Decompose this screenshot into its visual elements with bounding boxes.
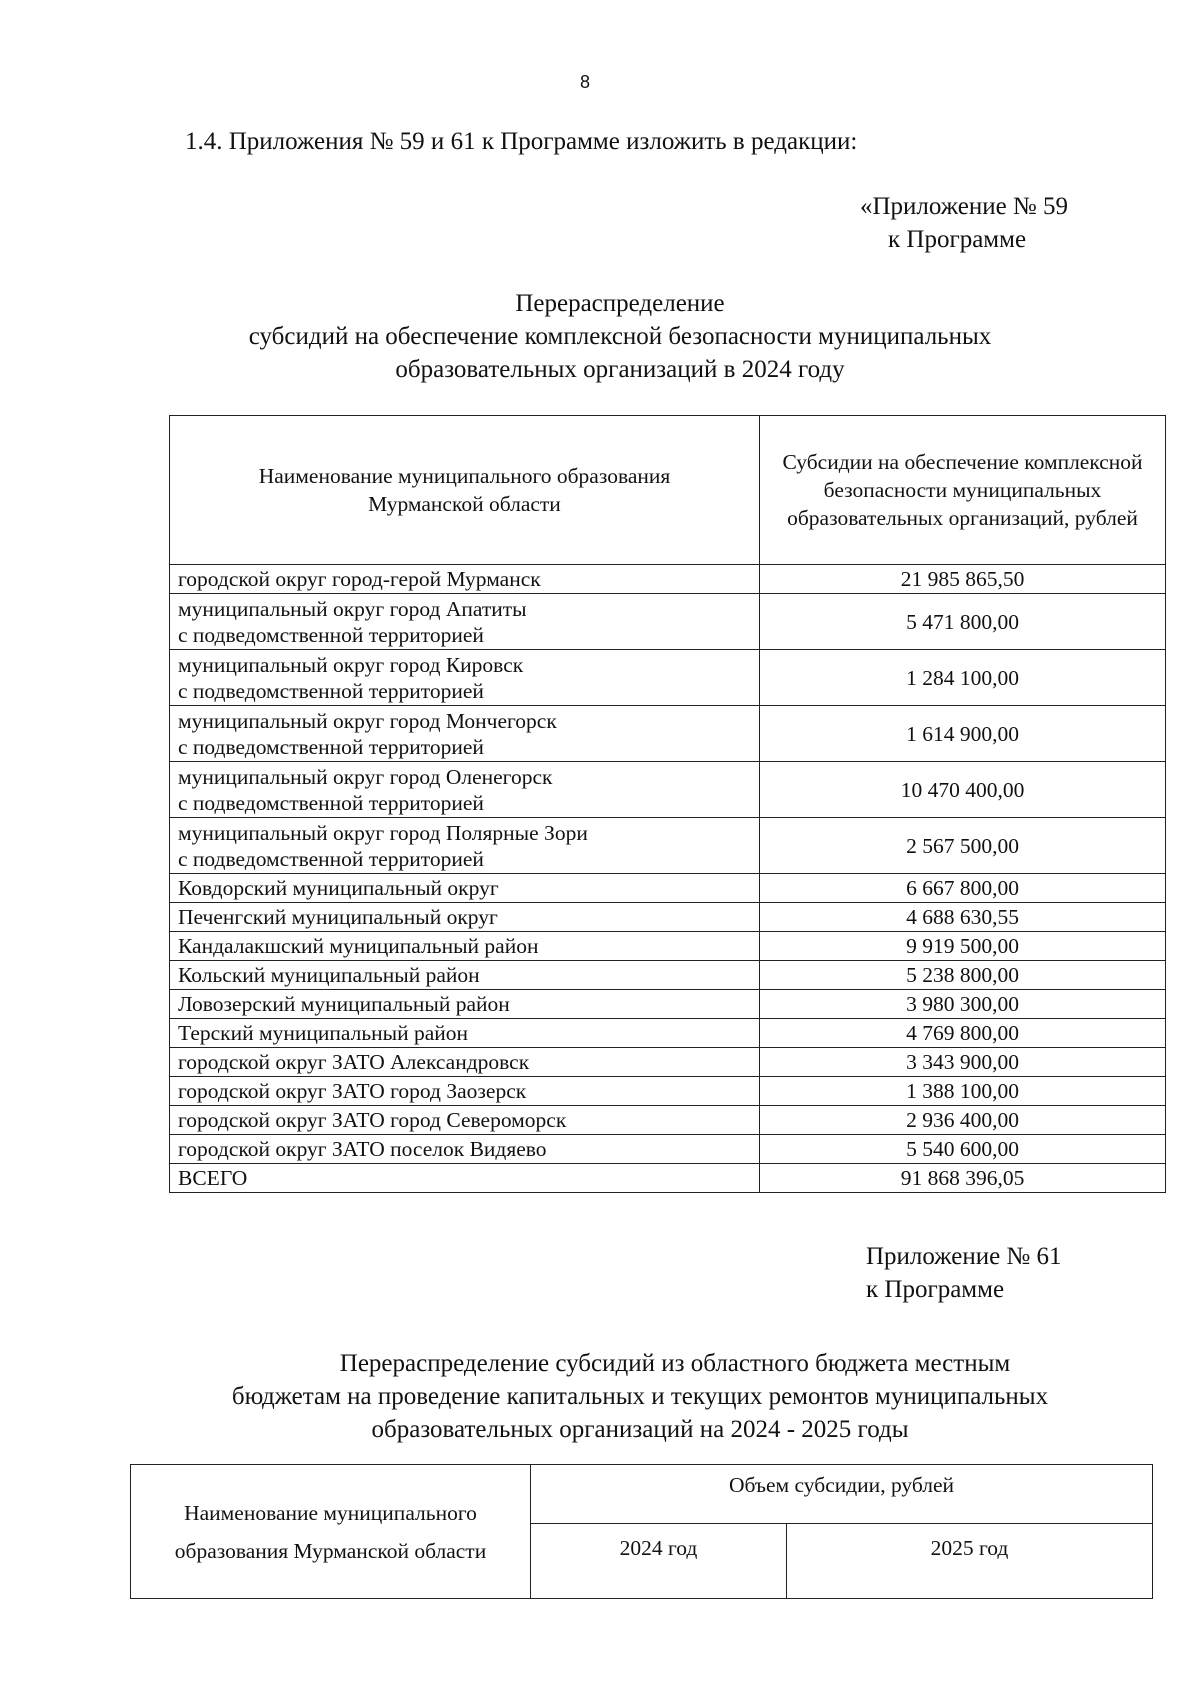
appendix-61-line2: к Программе — [866, 1276, 1005, 1303]
subsidy-value-cell: 2 936 400,00 — [760, 1106, 1166, 1135]
municipality-name-cell — [170, 874, 760, 903]
subsidy-table-61 — [130, 1464, 1153, 1599]
header-subsidy-volume: Объем субсидии, рублей — [531, 1465, 1153, 1524]
appendix-59-line1: «Приложение № 59 — [860, 193, 1069, 220]
subsidy-value-cell: 10 470 400,00 — [760, 762, 1166, 818]
subsidy-value-cell: 6 667 800,00 — [760, 874, 1166, 903]
appendix-59-line2: к Программе — [888, 226, 1027, 253]
municipality-name-line2: с подведомственной территорией — [178, 622, 484, 647]
municipality-name-line1: Терский муниципальный район — [178, 1021, 469, 1045]
table-row — [170, 1106, 1166, 1135]
municipality-name-line1: городской округ ЗАТО город Заозерск — [178, 1079, 527, 1103]
municipality-name-line2: с подведомственной территорией — [178, 846, 484, 871]
subsidy-value-cell: 91 868 396,05 — [760, 1164, 1166, 1193]
municipality-name-line1: Кандалакшский муниципальный район — [178, 934, 539, 958]
appendix-61-heading — [866, 1240, 1062, 1306]
intro-paragraph: 1.4. Приложения № 59 и 61 к Программе изложить в редакции: — [185, 128, 858, 155]
table-row — [170, 706, 1166, 762]
table-59-body — [170, 565, 1166, 1193]
municipality-name-cell — [170, 762, 760, 818]
title-61-line3: образовательных организаций на 2024 - 2025 годы — [371, 1416, 909, 1443]
table-row — [170, 874, 1166, 903]
municipality-name-line1: муниципальный округ город Оленегорск — [178, 764, 553, 789]
header-year-2024: 2024 год — [531, 1524, 787, 1599]
subsidy-value-cell: 5 471 800,00 — [760, 594, 1166, 650]
municipality-name-line1: муниципальный округ город Кировск — [178, 652, 524, 677]
subsidy-value-cell: 3 980 300,00 — [760, 990, 1166, 1019]
subsidy-value-cell: 9 919 500,00 — [760, 932, 1166, 961]
subsidy-value-cell: 1 614 900,00 — [760, 706, 1166, 762]
subsidy-value-cell: 4 688 630,55 — [760, 903, 1166, 932]
header-year-2025: 2025 год — [787, 1524, 1153, 1599]
page-number: 8 — [580, 72, 591, 92]
municipality-name-cell — [170, 1135, 760, 1164]
title-59-line1: Перераспределение — [515, 290, 725, 317]
table-row — [170, 1135, 1166, 1164]
table-61-title — [150, 1347, 1130, 1446]
appendix-61-line1: Приложение № 61 — [866, 1243, 1062, 1270]
table-row — [170, 650, 1166, 706]
municipality-name-line1: муниципальный округ город Полярные Зори — [178, 820, 588, 845]
municipality-name-line1: Ковдорский муниципальный округ — [178, 876, 499, 900]
municipality-name-line2: с подведомственной территорией — [178, 734, 484, 759]
municipality-name-cell — [170, 1019, 760, 1048]
table-row — [170, 818, 1166, 874]
municipality-name-cell — [170, 1077, 760, 1106]
table-row — [170, 932, 1166, 961]
municipality-name-line1: Печенгский муниципальный округ — [178, 905, 498, 929]
municipality-name-line1: городской округ ЗАТО поселок Видяево — [178, 1137, 547, 1161]
subsidy-value-cell: 21 985 865,50 — [760, 565, 1166, 594]
municipality-name-cell — [170, 932, 760, 961]
table-row — [170, 1077, 1166, 1106]
title-59-line2: субсидий на обеспечение комплексной безопасности муниципальных — [248, 323, 992, 350]
municipality-name-line2: с подведомственной территорией — [178, 790, 484, 815]
subsidy-value-cell: 1 388 100,00 — [760, 1077, 1166, 1106]
municipality-name-cell — [170, 818, 760, 874]
municipality-name-cell — [170, 903, 760, 932]
header-subsidy: Субсидии на обеспечение комплексной безопасности муниципальных образовательных организаций, рублей — [760, 416, 1166, 565]
municipality-name-line1: городской округ ЗАТО город Североморск — [178, 1108, 567, 1132]
municipality-name-line1: Ловозерский муниципальный район — [178, 992, 510, 1016]
table-row — [170, 594, 1166, 650]
table-row — [170, 903, 1166, 932]
title-59-line3: образовательных организаций в 2024 году — [395, 356, 845, 383]
table-row — [170, 990, 1166, 1019]
header-municipality-61: Наименование муниципального образования Мурманской области — [131, 1465, 531, 1599]
municipality-name-line1: городской округ ЗАТО Александровск — [178, 1050, 530, 1074]
subsidy-value-cell: 3 343 900,00 — [760, 1048, 1166, 1077]
appendix-59-heading — [860, 190, 1068, 256]
subsidy-value-cell: 1 284 100,00 — [760, 650, 1166, 706]
municipality-name-line1: городской округ город-герой Мурманск — [178, 567, 541, 591]
table-row — [170, 565, 1166, 594]
municipality-name-cell — [170, 706, 760, 762]
municipality-name-cell — [170, 1048, 760, 1077]
municipality-name-line1: ВСЕГО — [178, 1166, 248, 1190]
subsidy-value-cell: 2 567 500,00 — [760, 818, 1166, 874]
municipality-name-cell — [170, 594, 760, 650]
municipality-name-cell — [170, 1106, 760, 1135]
municipality-name-line1: муниципальный округ город Апатиты — [178, 596, 527, 621]
municipality-name-line2: с подведомственной территорией — [178, 678, 484, 703]
municipality-name-cell — [170, 990, 760, 1019]
municipality-name-cell — [170, 1164, 760, 1193]
title-61-line1: Перераспределение субсидий из областного бюджета местным — [339, 1350, 1011, 1377]
municipality-name-cell — [170, 565, 760, 594]
table-row — [170, 1164, 1166, 1193]
subsidy-table-59 — [169, 415, 1166, 1193]
table-row — [170, 762, 1166, 818]
municipality-name-line1: муниципальный округ город Мончегорск — [178, 708, 557, 733]
subsidy-value-cell: 5 238 800,00 — [760, 961, 1166, 990]
municipality-name-cell — [170, 650, 760, 706]
table-row — [170, 1048, 1166, 1077]
header-municipality: Наименование муниципального образования Мурманской области — [170, 416, 760, 565]
subsidy-value-cell: 4 769 800,00 — [760, 1019, 1166, 1048]
title-61-line2: бюджетам на проведение капитальных и текущих ремонтов муниципальных — [231, 1383, 1049, 1410]
table-row — [170, 1019, 1166, 1048]
municipality-name-line1: Кольский муниципальный район — [178, 963, 480, 987]
table-row — [170, 961, 1166, 990]
table-59-title — [130, 287, 1110, 386]
subsidy-value-cell: 5 540 600,00 — [760, 1135, 1166, 1164]
municipality-name-cell — [170, 961, 760, 990]
